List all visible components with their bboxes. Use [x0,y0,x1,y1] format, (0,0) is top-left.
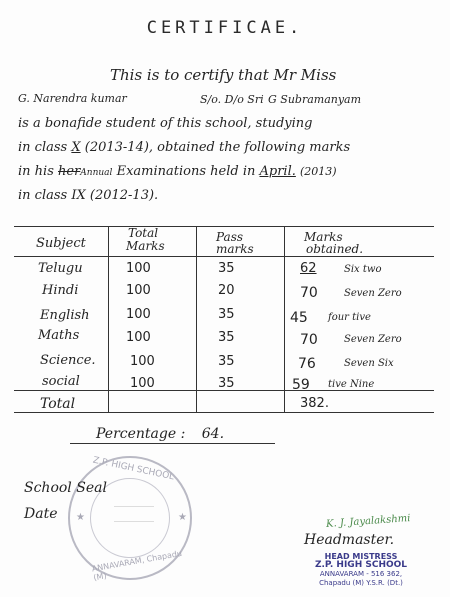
row-english-obtained: 45 [290,310,308,326]
percentage-underline [70,443,275,444]
stamp-line-3: ANNAVARAM - 516 362, [319,570,403,578]
row-science-total: 100 [130,354,155,369]
row-hindi-obtained: 70 [300,285,318,301]
her-word: her [58,164,81,179]
row-hindi-words: Seven Zero [344,288,402,299]
row-hindi-total: 100 [126,283,151,298]
percentage-line [96,426,224,442]
relation-label: S/o. D/o Sri [200,93,264,106]
row-telugu-total: 100 [126,261,151,276]
header-pass-top: Pass [216,230,244,244]
exam-line [18,164,337,179]
class-prefix: in class [18,140,68,155]
exam-year: (2013) [300,165,337,178]
row-hindi-subject: Hindi [42,283,79,298]
row-telugu-words: Six two [344,264,382,275]
seal-star-icon: ★ [178,512,187,523]
row-science-subject: Science. [40,353,96,368]
stamp-line-2: Z.P. HIGH SCHOOL [314,560,408,570]
total-label: Total [40,396,76,412]
student-name: G. Narendra kumar [18,92,127,105]
seal-top-text: Z.P. HIGH SCHOOL [91,455,175,483]
year-previous: (2012-13). [89,188,159,203]
header-bottom-line [14,256,434,257]
table-bottom-line [14,412,434,413]
row-english-pass: 35 [218,307,235,322]
col-line-3 [284,226,285,412]
header-marks-top: Marks [304,230,343,244]
year-current: (2013-14), obtained the following marks [84,140,351,155]
header-pass-bottom: marks [216,242,254,256]
total-value: 382. [300,396,329,411]
row-maths-pass: 35 [218,330,235,345]
seal-star-icon: ★ [76,512,85,523]
headmaster-stamp [286,552,436,588]
previous-class-line [18,188,158,203]
row-telugu-obtained: 62 [300,261,317,276]
row-english-subject: English [40,308,90,323]
row-science-words: Seven Six [344,358,394,369]
prev-class-prefix: in class [18,188,68,203]
row-maths-subject: Maths [38,328,80,343]
bonafide-line: is a bonafide student of this school, studying [18,116,313,131]
row-social-total: 100 [130,376,155,391]
header-total-top: Total [128,226,159,240]
header-subject: Subject [36,236,86,251]
marks-table [14,226,434,418]
row-maths-total: 100 [126,330,151,345]
row-telugu-pass: 35 [218,261,235,276]
seal-bottom-text: ANNAVARAM, Chapadu (M) [91,548,183,583]
row-telugu-subject: Telugu [38,261,83,276]
seal-center-mark [114,506,154,522]
header-marks-bottom: obtained. [306,242,364,256]
col-line-2 [196,226,197,412]
class-current: X [71,140,81,155]
stamp-line-1: HEAD MISTRESS [324,552,398,561]
row-social-words: tive Nine [328,379,375,390]
percentage-value: 64. [201,426,225,442]
class-line [18,140,350,155]
stamp-line-4: Chapadu (M) Y.S.R. (Dt.) [319,579,403,587]
table-top-line [14,226,434,227]
date-label: Date [24,506,58,522]
row-maths-obtained: 70 [300,332,318,348]
row-hindi-pass: 20 [218,283,235,298]
percentage-label: Percentage : [96,426,186,442]
row-english-words: four tive [328,312,371,323]
exam-type: Annual [80,168,113,178]
school-seal-stamp [68,455,192,583]
exam-held: Examinations held in [116,164,256,179]
row-social-pass: 35 [218,376,235,391]
col-line-1 [108,226,109,412]
headmaster-label: Headmaster. [304,532,395,548]
headmaster-signature: K. J. Jayalakshmi [325,513,411,530]
certificate-title: CERTIFICAE. [146,18,304,38]
exam-month: April. [259,164,296,179]
row-science-obtained: 76 [298,356,316,372]
class-previous: IX [71,188,86,203]
parent-name: G Subramanyam [268,93,362,106]
row-science-pass: 35 [218,354,235,369]
row-maths-words: Seven Zero [344,334,402,345]
his-word: in his [18,164,54,179]
header-total-bottom: Marks [126,239,165,253]
row-social-subject: social [42,374,80,389]
row-social-obtained: 59 [292,377,310,393]
row-english-total: 100 [126,307,151,322]
certify-line: This is to certify that Mr Miss [110,66,337,84]
school-seal-label: School Seal [24,480,107,496]
